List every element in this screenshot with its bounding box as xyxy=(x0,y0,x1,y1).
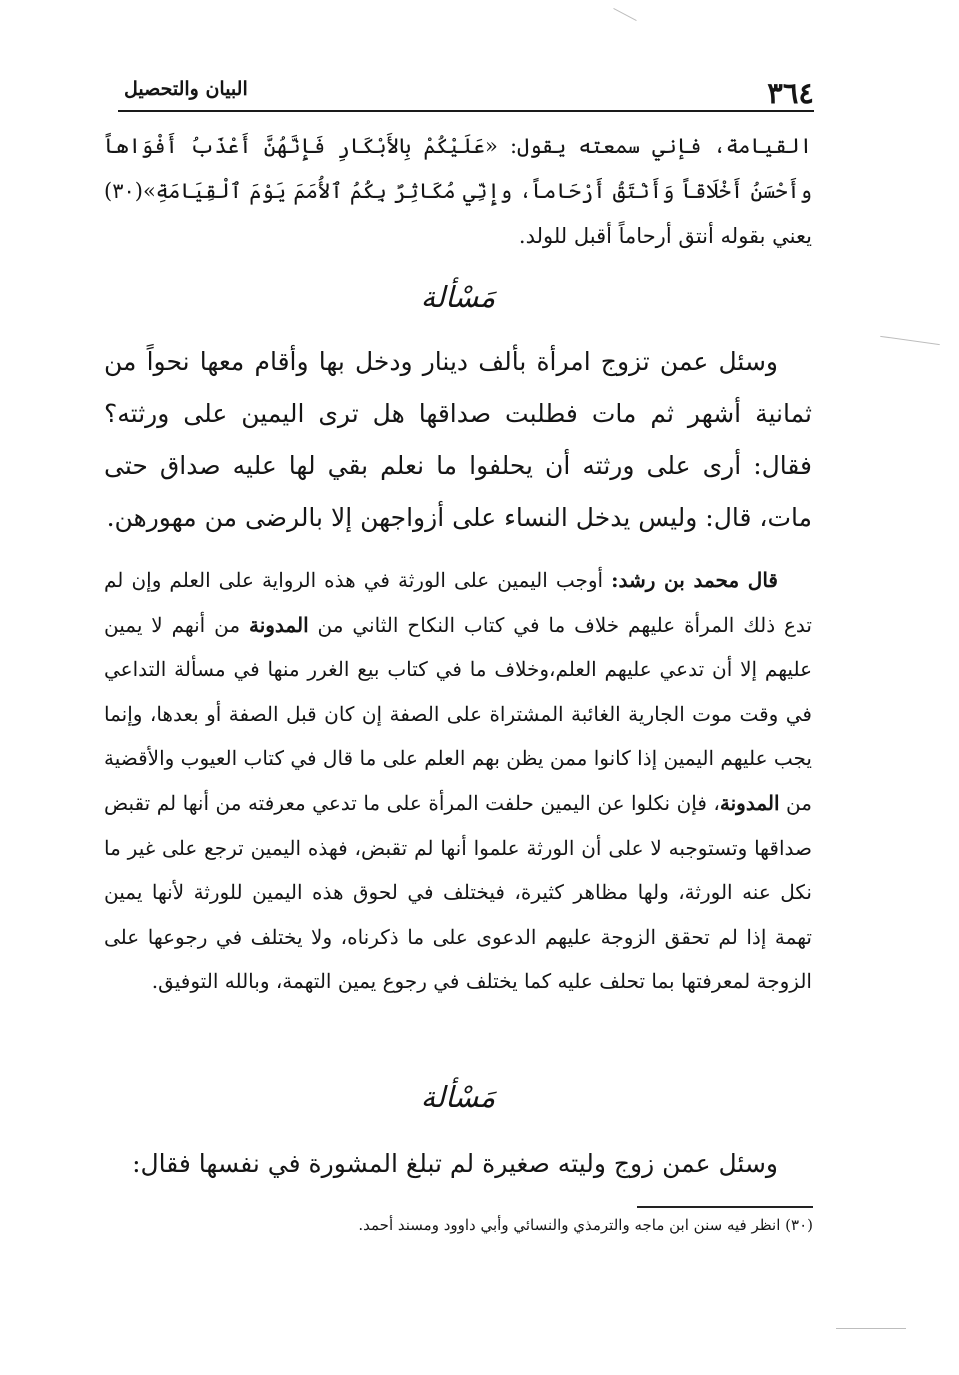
page-number: ٣٦٤ xyxy=(767,76,814,110)
footnote-rule xyxy=(637,1206,813,1208)
header-rule xyxy=(118,110,814,112)
scan-mark-bottom xyxy=(836,1328,906,1329)
section-heading-1: مَسْألة xyxy=(420,280,496,314)
question-paragraph-1 xyxy=(104,336,812,544)
commentary-text-2: من أنهم لا يمين عليهم إلا أن تدعي عليهم العلم،وخلاف ما في كتاب بيع الغرر منها في مسألة التداعي في وقت موت الجارية الغائبة المشتراة على الصفة إن كان قبل الصفة أو بعدها، وإنما يجب عليهم اليمين إذا كانوا ممن يظن بهم العلم على ما قال في كتاب العيوب والأقضية من xyxy=(104,612,812,815)
commentary-paragraph xyxy=(104,558,812,1004)
scan-mark-right xyxy=(880,336,940,345)
question-1-text: وسئل عمن تزوج امرأة بألف دينار ودخل بها وأقام معها نحواً من ثمانية أشهر ثم مات فطلبت صداقها هل ترى اليمين على ورثته؟ فقال: أرى على ورثته أن يحلفوا ما نعلم بقي لها عليه صداق حتى مات، قال: وليس يدخل النساء على أزواجهن إلا بالرضى من مهورهن. xyxy=(104,347,812,532)
page-header xyxy=(118,72,814,112)
scan-mark-top xyxy=(613,8,636,21)
source-reference-1: المدونة xyxy=(248,612,309,637)
question-2-text: وسئل عمن زوج وليته صغيرة لم تبلغ المشورة في نفسها فقال: xyxy=(132,1149,778,1178)
commentary-speaker: قال محمد بن رشد: xyxy=(611,568,778,592)
section-heading-2: مَسْألة xyxy=(420,1080,496,1114)
intro-paragraph: القيامة، فإني سمعته يقول: «عَلَيْكُمْ بِالأَبْكَارِ فَإِنَّهُنَّ أَعْذَبُ أَفْوَاهاً وأَحْسَنُ أَخْلَاقاً وَأَنْتَقُ أَرْحَاماً، وإِنِّي مُكَاثِرٌ بِكُمُ ٱلأُمَمَ يَوْمَ ٱلْقِيَامَةِ»(٣٠) يعني بقوله أنتق أرحاماً أقبل للولد. xyxy=(104,134,812,248)
question-paragraph-2 xyxy=(104,1138,812,1190)
source-reference-2: المدونة xyxy=(719,790,780,815)
running-title: البيان والتحصيل xyxy=(124,78,248,100)
commentary-text-1: أوجب اليمين على الورثة في هذه الرواية على العلم وإن لم تدع ذلك المرأة عليهم خلاف ما في كتاب النكاح الثاني من xyxy=(104,568,812,637)
footnote: (٣٠) انظر فيه سنن ابن ماجه والترمذي والنسائي وأبي داوود ومسند أحمد. xyxy=(358,1216,813,1234)
commentary-text-3: ، فإن نكلوا عن اليمين حلفت المرأة على ما تدعي معرفته من أنها لم تقبض صداقها وتستوجبه لا على أن الورثة علموا أنها لم تقبض، فهذه اليمين ترجع على غير ما نكل عنه الورثة، ولها مظاهر كثيرة، فيختلف في لحوق هذه اليمين للورثة لأنها يمين تهمة إذا لم تحقق الزوجة عليهم الدعوى على ما ذكرناه، ولا يختلف في رجوعها على الزوجة لمعرفتها بما تحلف عليه كما يختلف في رجوع يمين التهمة، وبالله التوفيق. xyxy=(104,790,812,994)
